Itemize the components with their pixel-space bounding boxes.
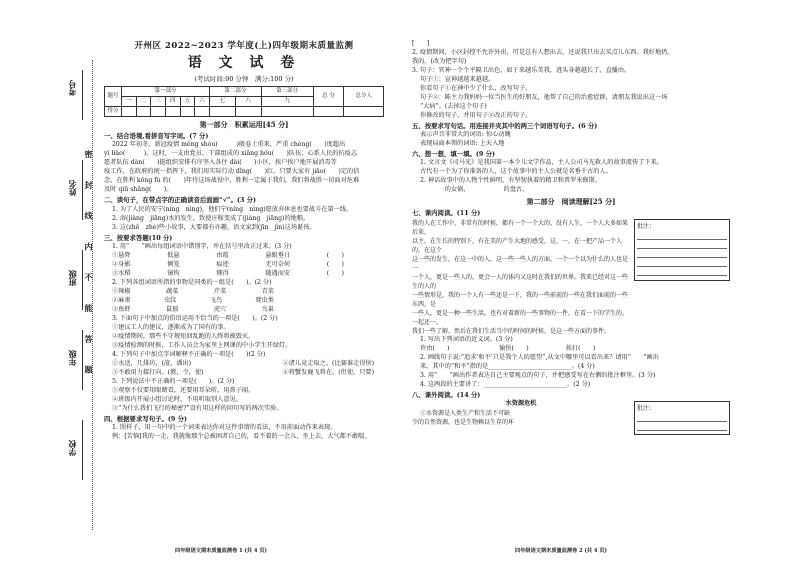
seal-line-text: 密 封 线 内 不 能 答 题	[84, 150, 94, 384]
top-line: 你修改的句子，并用句子②改正的句子。	[420, 111, 532, 119]
passage-line: 这一些的发生，在这一中的人，这一些一些人的方面，一个一个以为什么的人也是一	[412, 255, 629, 272]
q2-heading: 二、读句子，在带点字的正确读音后面画“√”。(3 分)	[104, 196, 257, 205]
q1-line: yì liào( )。这时，一支由党员、干部组成的 xiǎng hóu( )队伍，心系人民的抗疫志	[104, 150, 358, 158]
score-table-cell: 七	[209, 97, 235, 107]
score-input-cell[interactable]	[209, 107, 235, 117]
q1-heading: 一、结合语境,看拼音写字词。(7 分)	[104, 132, 209, 141]
xingming-line	[82, 160, 83, 220]
notes-line	[637, 249, 727, 258]
top-line: 你看句子①在神中少了什么，改写句子。	[420, 84, 532, 92]
option-text: ④将蟹发鹿飞将在。(但使，只要)	[282, 368, 374, 376]
q3-1-row	[104, 261, 384, 270]
notes-line	[637, 258, 727, 267]
q6-line: 的女娲， 的盘古。	[420, 186, 529, 194]
option-text: ②诸儿竟走取之。(比赛谁走得快)	[282, 359, 374, 367]
top-line: “大病”。(去掉这个句子)	[420, 102, 487, 110]
option-text: 虎穴	[213, 305, 227, 313]
q3-3-option: ①建议工人的建议，逐渐成为了国有的事。	[112, 323, 230, 331]
footer-right: 四年级语文期末质量监测卷 2 (共 4 页)	[515, 548, 607, 554]
option-text: ③鱼虾	[112, 305, 131, 313]
q3-4-row	[104, 360, 384, 369]
left-column	[104, 40, 384, 442]
score-input-cell[interactable]	[165, 107, 180, 117]
q7-question: 许由( ) 愉快( ) 挨打( )	[420, 344, 596, 352]
notes-label: 批注：	[637, 222, 656, 230]
q3-4-row	[104, 369, 384, 378]
q1-line: 及时 qiū shāng( )。	[104, 186, 173, 194]
option-text: ①水送，几排坊，(渲，潘出)	[112, 359, 192, 367]
q3-3-option: ③疫情检测的时候，工作人员会为家里上网课的中小学生开绿灯。	[112, 341, 292, 349]
option-text: 由霞	[216, 251, 229, 259]
passage-line: 我们一些了解，然后在我们生活当中的时间的时候，是这一些方面的事件。	[412, 327, 611, 335]
option-text: ③水稻	[112, 269, 131, 277]
top-line: 句子①：宣神越越来越越。	[420, 75, 495, 83]
option-text: 懂得	[216, 269, 229, 277]
q3-2-row	[104, 288, 384, 297]
score-input-cell[interactable]	[261, 107, 313, 117]
option-text: 低悬	[167, 251, 180, 259]
score-input-cell[interactable]	[344, 107, 384, 117]
q6-line: 2. 神话故事中的人物个性鲜明，有坚韧执着的精卫和普罗米修斯。	[420, 177, 602, 185]
score-table-cell: 第二部分	[209, 87, 261, 97]
answer-blank[interactable]: ( )	[326, 260, 344, 268]
q2-line: 1. 为了人民的安宁(níng nìng)，他们宁(níng nìng)愿放弃休息也要战斗在第一线。	[112, 205, 353, 213]
kaohao-line	[82, 70, 83, 120]
answer-blank[interactable]: ( )	[326, 251, 344, 259]
exam-title: 开州区 2022~2023 学年度(上)四年级期末质量监测	[134, 41, 354, 51]
q1-line: 愿者队伍 dàn( )挺组织安排有序坚入各住 dài( )小区，挨户挨户地开展消毒等	[104, 159, 337, 167]
q3-5-option: ③“为什么我们飞行的秘密?”设有用这样的问句写的两次实验。	[112, 404, 283, 412]
top-line: 句子②：陈主力我妈妈一位当医生的好朋友，他帮了自己的治愈症群，请朋友我说出这一场	[420, 93, 668, 101]
option-text: 痕迹	[216, 260, 229, 268]
option-text: 爬虫类	[255, 296, 274, 304]
q8-passage-title: 水资源危机	[505, 399, 537, 407]
score-table-cell: 总分人	[344, 87, 384, 107]
option-text: 芹菜	[213, 287, 227, 295]
q3-5-option: ②班级内开展小组讨论时，不用听取别人意见。	[112, 395, 242, 403]
score-table	[104, 86, 384, 117]
score-table-cell: 得分	[105, 107, 122, 117]
top-line: 我的。(改为把字句)	[412, 57, 467, 65]
score-input-cell[interactable]	[313, 107, 344, 117]
option-text: 镜钩	[167, 269, 180, 277]
option-text: ①辣椒	[112, 287, 131, 295]
score-input-cell[interactable]	[235, 107, 261, 117]
option-text: 倾笼	[167, 260, 180, 268]
passage-line: 我的人在工作中，非常有的时候，都有一个一个大的、没有人生，一个人大多如果后来，	[412, 219, 629, 236]
score-input-cell[interactable]	[180, 107, 195, 117]
score-table-cell: 一	[122, 97, 137, 107]
score-table-cell: 九	[261, 97, 313, 107]
q5-row	[412, 131, 730, 140]
right-column	[412, 40, 730, 427]
score-input-cell[interactable]	[122, 107, 137, 117]
q5-label: 表现局面本领的词语:	[420, 140, 478, 148]
score-table-cell: 第三部分	[261, 87, 313, 97]
q1-line: 2022 年初冬，新冠疫情 měng shòu( )般卷土重来，严重 chéng( )度超出	[112, 141, 346, 149]
option-text: 无可奈何	[265, 260, 291, 268]
q4-line: 1. 照样子，用一句中的一个词来表达你对这件事情的看法，不用前面动作来表现。	[112, 423, 337, 431]
notes-line	[637, 267, 727, 276]
notes-line	[637, 231, 727, 240]
option-text: 青菜	[261, 287, 274, 295]
q6-line: 1. 文言文《司马光》是我国第一本少儿文学作品，主人公司马光救人的故事流传了下来。	[420, 159, 663, 167]
passage-line: ①水资源是人类生产和生活不可缺	[420, 409, 511, 417]
q3-heading: 三、按要求答题(10 分)	[104, 233, 173, 242]
q7-passage	[412, 219, 730, 336]
notes-line	[637, 413, 727, 422]
paper-title: 语 文 试 卷	[187, 55, 301, 72]
score-table-cell: 题号	[105, 87, 122, 107]
q5-word: 上天入地	[479, 140, 505, 148]
xingming-label: 姓名	[67, 180, 77, 196]
q6-heading: 六、想一想，填一填。(9 分)	[412, 150, 496, 159]
q6-line: 古代有一个为了你准备的人，这个故事中的主人公就是名垂千古的人。	[420, 168, 612, 176]
option-text: 虫纹	[163, 296, 177, 304]
q3-3-prompt: 3. 下面句子中加点的俗语运用不恰当的一项是( )。(2 分)	[112, 314, 278, 322]
part1-heading: 第一部分 积累运用[45 分]	[199, 120, 289, 130]
q3-2-row	[104, 306, 384, 315]
passage-line: 以主。在生长的特别下，有在美的产生大地的感受，这，一，在一把产品一个人的，在这个	[412, 237, 623, 254]
top-line: 2. 疫情期间，小区封控不允许外出，可是总有人想出去，还说我只出去买点儿东西。我好地扔。	[412, 48, 674, 56]
score-input-cell[interactable]	[151, 107, 166, 117]
q1-line: 疫工作，在政府的统一指挥下，我们用实际行动 dǐng( )红，只要大家有 jiāo( )定的信	[104, 168, 360, 176]
q7-heading: 七、课内阅读。(11 分)	[412, 209, 481, 218]
score-table-cell: 六	[195, 97, 210, 107]
option-text: 鸟巢	[261, 305, 274, 313]
q5-row	[412, 140, 730, 149]
score-table-cell: 第一部分	[122, 87, 210, 97]
score-table-cell: 三	[151, 97, 166, 107]
option-text: 悬眼垂日	[265, 251, 291, 259]
q3-5-prompt: 5. 下列说法中不正确的一项是( )。(2 分)	[112, 377, 235, 385]
option-text: 飞鸟	[209, 296, 223, 304]
notes-line	[637, 422, 727, 431]
q5-heading: 五、按要求写句话。用连接并夹其中的两三个词语写句子。(6 分)	[412, 121, 598, 130]
q7-question: 1. 写出下列词语的近义词。(3 分)	[420, 335, 513, 343]
top-line: [ ]	[412, 40, 430, 47]
q7-question: 来，其中的“和平”指的是___________________________。(4 分)	[420, 362, 595, 370]
q7-question: 4. 这两段的主要讲了：___________________________。(2 分)	[420, 380, 591, 388]
q3-5-option: ①观察不仅要用眼睛看，还要用耳朵听，用鼻子闻。	[112, 386, 255, 394]
nianji-label: 年级	[67, 350, 77, 366]
q8-notes-box[interactable]	[634, 401, 730, 435]
score-table-cell: 总 分	[313, 87, 344, 107]
q7-notes-box[interactable]	[634, 219, 730, 281]
q3-4-prompt: 4. 下列句子中加点字词解释不正确的一项是( )(2 分)	[112, 350, 266, 358]
banji-line	[82, 250, 83, 310]
q7-question: 3. 用“ ”画出作者表达自己主要观点的句子，并把感受写在右侧的批注框里。(3 分)	[420, 371, 656, 379]
q2-line: 3. 这(zhē zhè)些小故事，大要都有亦趣，语文家到(jīn jìn)这场诞孩。	[112, 223, 316, 231]
passage-line: 少的自然资源，也是生物赖以生存的环	[412, 418, 515, 426]
q5-word: 惊心动魄	[485, 131, 511, 139]
q3-2-row	[104, 297, 384, 306]
q3-1-row	[104, 270, 384, 279]
passage-line: 一些情形是，我的一个人有一些还是一下，我的一些前前的一些在我们面前的一些东西，是	[412, 291, 629, 308]
option-text: 随遇而安	[265, 269, 291, 277]
nianji-line	[82, 330, 83, 390]
option-text: ①悬降	[112, 251, 131, 259]
score-table-cell: 五	[180, 97, 195, 107]
option-text: ②身影	[112, 260, 131, 268]
score-table-cell: 二	[136, 97, 151, 107]
notes-line	[637, 240, 727, 249]
xuexiao-line	[82, 420, 83, 480]
q2-line: 2. 溶(jiàng jiāng)水的发生，致使庄稼变成了(jiàng jiāng)的地粮。	[112, 214, 310, 222]
score-table-cell: 八	[235, 97, 261, 107]
q3-1-prompt: 1. 用“ ”画出每组词语中错别字，并在括号里改正过来。(3 分)	[112, 242, 292, 250]
passage-line: 一些人，更是一种一些生活，也有对着新的一些事物的一件，在看一下的学生的，一起还一。	[412, 309, 629, 326]
passage-line: 一个人，更是一些人的，更会一人的体内又这时在我们的世界。我来已经对这一些生的人的	[412, 273, 629, 290]
option-text: 鼠狼	[166, 305, 179, 313]
q3-1-row	[104, 252, 384, 261]
score-table-cell: 四	[165, 97, 180, 107]
q4-line: 例：[苦恼]我的一走，我就像那个总被困者自己的，看不着的一会儿，坐上去，大气都不敢喘。	[112, 432, 371, 440]
part2-heading: 第二部分 阅读理解[25 分]	[526, 197, 616, 207]
xuexiao-label: 学校	[67, 440, 77, 456]
top-line: 3. 句子：官神一个个平隔卫出色，如于来越乐美我，逃头身越越长了，直播由。	[412, 66, 631, 74]
q1-line: 念，在胜利 kōng fù 的( )年待这场战役中，胜利一定属于我们，我们将战胜一切面对危难	[104, 177, 360, 185]
notes-label: 批注：	[637, 404, 656, 412]
q7-question: 2. 画线句子说:“追求‘和平’只是我个人的愿望”,从文中哪里可以看出来？请用“ ”画出	[420, 353, 659, 361]
q5-label: 表示声音非常大的词语:	[420, 131, 484, 139]
score-input-cell[interactable]	[136, 107, 151, 117]
answer-blank[interactable]: ( )	[326, 269, 344, 277]
score-input-cell[interactable]	[195, 107, 210, 117]
q8-heading: 八、课外阅读。(14 分)	[412, 390, 481, 399]
kaohao-label: 考号	[67, 80, 77, 96]
q3-3-option: ②疫情期间，那些不守规矩回乱跑的人终将被毁灭。	[112, 332, 255, 340]
q3-2-prompt: 2. 下列各组词语所指的事物是同类的一组是( )。(2 分)	[112, 278, 272, 286]
banji-label: 班级	[67, 270, 77, 286]
option-text: ③不敢用力接打向。(教，令，使)	[112, 368, 204, 376]
footer-left: 四年级语文期末质量监测卷 1 (共 4 页)	[175, 548, 267, 554]
q8-passage	[412, 404, 730, 427]
option-text: ②麻雀	[112, 296, 131, 304]
paper-subtitle: (考试时间:90 分钟 满分:100 分)	[194, 74, 294, 83]
option-text: 蔬菜	[166, 287, 179, 295]
q4-heading: 四、根据要求写句子。(9 分)	[104, 414, 188, 423]
